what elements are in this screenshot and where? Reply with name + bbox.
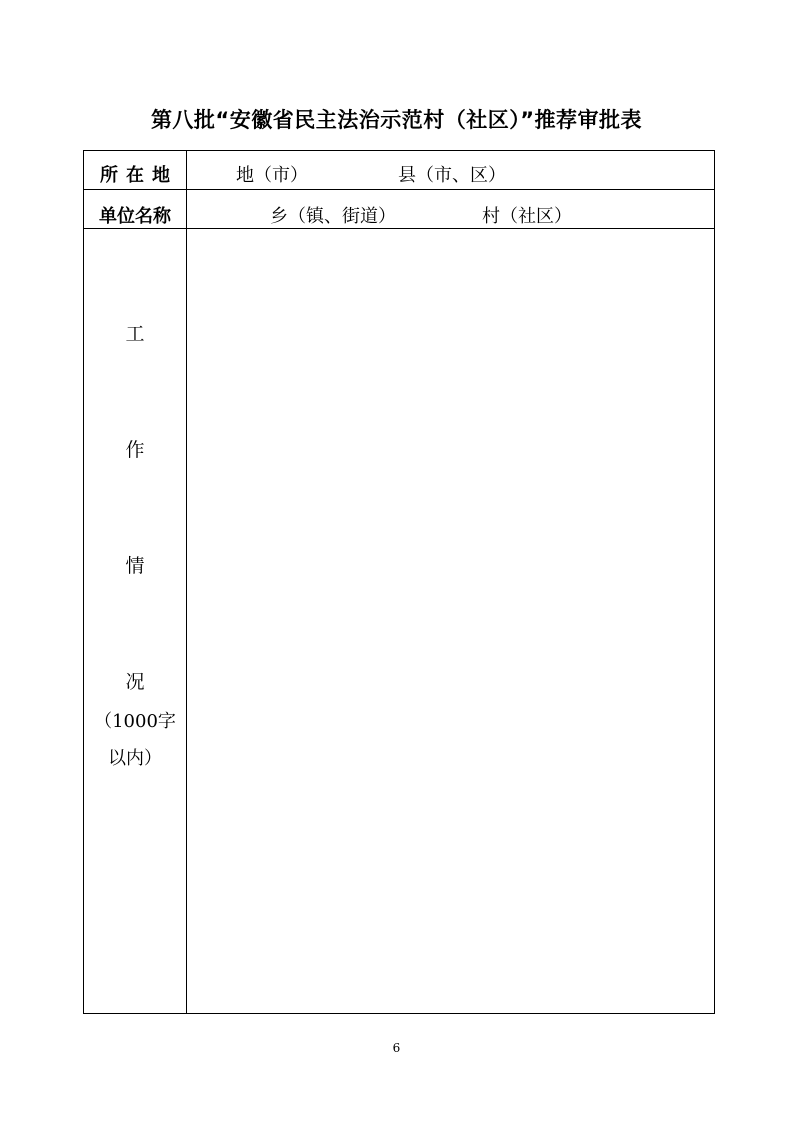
- unit-name-label: 单位名称: [99, 206, 171, 227]
- work-label-char-4: 况: [125, 671, 145, 693]
- recommendation-form-table: [83, 150, 715, 1014]
- city-field-label: 地（市）: [236, 165, 308, 186]
- township-field-label: 乡（镇、街道）: [270, 206, 396, 227]
- page-number: 6: [392, 1041, 401, 1055]
- location-label: 所在地: [100, 165, 178, 186]
- county-field-label: 县（市、区）: [398, 165, 506, 186]
- word-limit-note-line-1: （1000字: [94, 711, 176, 732]
- page-title: 第八批“安徽省民主法治示范村（社区）”推荐审批表: [150, 108, 643, 132]
- row-divider-2: [84, 228, 714, 229]
- work-label-char-3: 情: [125, 555, 145, 577]
- column-divider: [186, 151, 187, 1013]
- work-label-char-2: 作: [125, 439, 145, 461]
- word-limit-note-line-2: 以内）: [108, 748, 162, 769]
- row-divider-1: [84, 189, 714, 190]
- village-field-label: 村（社区）: [482, 206, 572, 227]
- work-description-area[interactable]: [188, 230, 714, 1013]
- work-label-char-1: 工: [125, 323, 145, 345]
